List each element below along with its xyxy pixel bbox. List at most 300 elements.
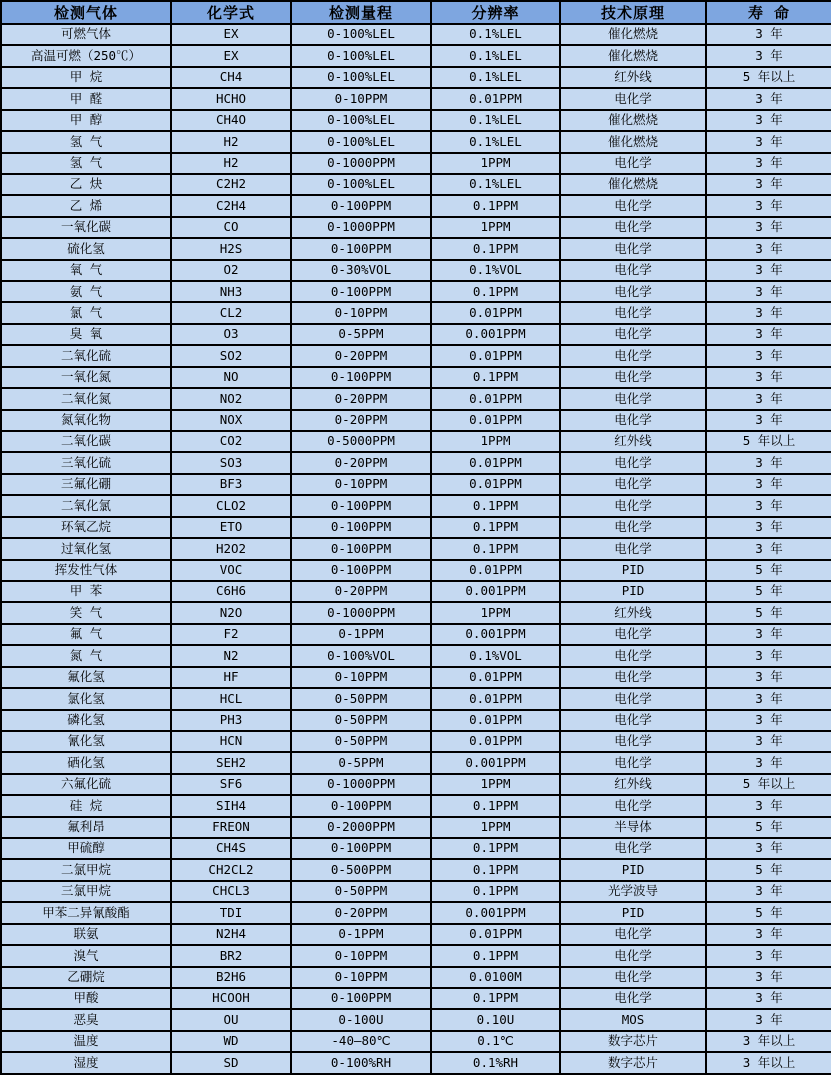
cell-lifespan: 3 年 [706,452,831,473]
cell-chemical-formula: SF6 [171,774,291,795]
cell-gas-name: 甲 醛 [1,88,171,109]
cell-detection-range: 0-100PPM [291,517,431,538]
cell-detection-range: 0-1000PPM [291,217,431,238]
cell-lifespan: 3 年 [706,731,831,752]
cell-technology: 电化学 [560,367,706,388]
cell-gas-name: 二氧化氯 [1,495,171,516]
cell-technology: 电化学 [560,302,706,323]
cell-chemical-formula: WD [171,1031,291,1052]
cell-gas-name: 三氧化硫 [1,452,171,473]
table-row [1,131,831,152]
cell-resolution: 1PPM [431,217,560,238]
cell-detection-range: 0-1000PPM [291,153,431,174]
cell-resolution: 0.1PPM [431,517,560,538]
table-row [1,517,831,538]
cell-lifespan: 3 年 [706,624,831,645]
table-row [1,924,831,945]
cell-gas-name: 甲苯二异氰酸酯 [1,902,171,923]
cell-resolution: 0.1%VOL [431,645,560,666]
column-header-5: 寿 命 [706,1,831,24]
table-row [1,602,831,623]
cell-gas-name: 氟利昂 [1,817,171,838]
cell-chemical-formula: SIH4 [171,795,291,816]
cell-lifespan: 3 年 [706,795,831,816]
cell-technology: 光学波导 [560,881,706,902]
cell-resolution: 0.1PPM [431,988,560,1009]
table-row [1,902,831,923]
cell-chemical-formula: SEH2 [171,752,291,773]
cell-resolution: 0.1PPM [431,238,560,259]
cell-lifespan: 3 年 [706,131,831,152]
cell-technology: 电化学 [560,795,706,816]
cell-technology: 红外线 [560,431,706,452]
cell-lifespan: 3 年 [706,195,831,216]
cell-detection-range: 0-100PPM [291,838,431,859]
cell-chemical-formula: NO [171,367,291,388]
table-row [1,452,831,473]
table-row [1,710,831,731]
cell-detection-range: 0-30%VOL [291,260,431,281]
cell-gas-name: 联氨 [1,924,171,945]
table-row [1,945,831,966]
cell-lifespan: 3 年 [706,538,831,559]
table-row [1,859,831,880]
cell-gas-name: 二氧化碳 [1,431,171,452]
cell-resolution: 0.01PPM [431,710,560,731]
cell-lifespan: 3 年 [706,495,831,516]
column-header-0: 检测气体 [1,1,171,24]
cell-gas-name: 甲硫醇 [1,838,171,859]
cell-detection-range: 0-100PPM [291,238,431,259]
cell-technology: 电化学 [560,388,706,409]
cell-lifespan: 3 年 [706,988,831,1009]
cell-technology: 电化学 [560,752,706,773]
cell-lifespan: 3 年 [706,945,831,966]
cell-detection-range: 0-100PPM [291,560,431,581]
cell-detection-range: 0-2000PPM [291,817,431,838]
cell-resolution: 0.1%LEL [431,45,560,66]
cell-chemical-formula: H2O2 [171,538,291,559]
cell-lifespan: 3 年以上 [706,1031,831,1052]
table-row [1,731,831,752]
table-row [1,838,831,859]
cell-resolution: 0.01PPM [431,345,560,366]
table-row [1,217,831,238]
cell-resolution: 0.01PPM [431,452,560,473]
cell-resolution: 0.1PPM [431,881,560,902]
cell-lifespan: 5 年以上 [706,67,831,88]
cell-lifespan: 5 年 [706,817,831,838]
table-row [1,302,831,323]
cell-resolution: 0.01PPM [431,560,560,581]
cell-gas-name: 氨 气 [1,281,171,302]
table-row [1,645,831,666]
table-row [1,1031,831,1052]
cell-technology: 电化学 [560,624,706,645]
cell-chemical-formula: VOC [171,560,291,581]
table-row [1,581,831,602]
cell-resolution: 0.01PPM [431,302,560,323]
cell-technology: 电化学 [560,410,706,431]
cell-gas-name: 一氧化氮 [1,367,171,388]
table-row [1,67,831,88]
cell-lifespan: 3 年 [706,217,831,238]
cell-lifespan: 3 年 [706,45,831,66]
cell-lifespan: 3 年 [706,410,831,431]
cell-resolution: 1PPM [431,774,560,795]
cell-detection-range: 0-5000PPM [291,431,431,452]
cell-chemical-formula: CLO2 [171,495,291,516]
cell-gas-name: 乙 烯 [1,195,171,216]
cell-lifespan: 3 年 [706,174,831,195]
cell-gas-name: 挥发性气体 [1,560,171,581]
cell-gas-name: 硫化氢 [1,238,171,259]
cell-chemical-formula: NO2 [171,388,291,409]
cell-detection-range: 0-50PPM [291,688,431,709]
cell-detection-range: 0-100PPM [291,495,431,516]
cell-detection-range: 0-10PPM [291,945,431,966]
cell-detection-range: 0-100%LEL [291,131,431,152]
cell-gas-name: 硒化氢 [1,752,171,773]
cell-lifespan: 3 年 [706,752,831,773]
cell-gas-name: 溴气 [1,945,171,966]
cell-detection-range: 0-100U [291,1009,431,1030]
cell-resolution: 0.01PPM [431,410,560,431]
table-row [1,410,831,431]
cell-technology: 电化学 [560,517,706,538]
cell-chemical-formula: H2 [171,153,291,174]
cell-detection-range: 0-20PPM [291,345,431,366]
table-row [1,624,831,645]
cell-chemical-formula: HCN [171,731,291,752]
cell-lifespan: 5 年以上 [706,774,831,795]
cell-chemical-formula: ETO [171,517,291,538]
cell-gas-name: 二氯甲烷 [1,859,171,880]
column-header-1: 化学式 [171,1,291,24]
cell-lifespan: 5 年 [706,602,831,623]
cell-gas-name: 三氯甲烷 [1,881,171,902]
cell-resolution: 0.01PPM [431,474,560,495]
cell-gas-name: 甲 烷 [1,67,171,88]
cell-resolution: 0.0100M [431,967,560,988]
cell-technology: 催化燃烧 [560,24,706,45]
column-header-2: 检测量程 [291,1,431,24]
cell-detection-range: 0-20PPM [291,902,431,923]
cell-chemical-formula: SO3 [171,452,291,473]
cell-chemical-formula: NOX [171,410,291,431]
cell-resolution: 0.1PPM [431,538,560,559]
table-row [1,45,831,66]
table-row [1,281,831,302]
cell-resolution: 0.1%RH [431,1052,560,1074]
cell-chemical-formula: CH4S [171,838,291,859]
table-row [1,881,831,902]
cell-resolution: 0.001PPM [431,902,560,923]
table-row [1,367,831,388]
cell-detection-range: 0-500PPM [291,859,431,880]
cell-chemical-formula: B2H6 [171,967,291,988]
cell-lifespan: 5 年 [706,581,831,602]
cell-chemical-formula: H2 [171,131,291,152]
cell-chemical-formula: CO2 [171,431,291,452]
cell-gas-name: 笑 气 [1,602,171,623]
cell-chemical-formula: OU [171,1009,291,1030]
cell-lifespan: 3 年 [706,153,831,174]
cell-gas-name: 湿度 [1,1052,171,1074]
table-row [1,1052,831,1074]
cell-gas-name: 甲 苯 [1,581,171,602]
column-header-3: 分辨率 [431,1,560,24]
cell-lifespan: 3 年 [706,710,831,731]
cell-resolution: 1PPM [431,431,560,452]
cell-resolution: 1PPM [431,153,560,174]
cell-lifespan: 3 年 [706,967,831,988]
cell-resolution: 0.1%LEL [431,110,560,131]
cell-chemical-formula: N2O [171,602,291,623]
cell-technology: 红外线 [560,774,706,795]
cell-resolution: 0.1PPM [431,838,560,859]
cell-detection-range: 0-50PPM [291,881,431,902]
cell-resolution: 0.01PPM [431,924,560,945]
cell-detection-range: 0-20PPM [291,581,431,602]
cell-technology: 电化学 [560,452,706,473]
cell-chemical-formula: EX [171,24,291,45]
table-row [1,153,831,174]
cell-technology: 电化学 [560,195,706,216]
cell-technology: 数字芯片 [560,1031,706,1052]
table-row [1,795,831,816]
table-row [1,260,831,281]
cell-detection-range: 0-100PPM [291,795,431,816]
cell-detection-range: -40—80℃ [291,1031,431,1052]
cell-lifespan: 3 年 [706,388,831,409]
table-row [1,774,831,795]
cell-resolution: 0.1PPM [431,859,560,880]
cell-technology: 电化学 [560,710,706,731]
cell-technology: 电化学 [560,153,706,174]
cell-chemical-formula: CHCL3 [171,881,291,902]
cell-lifespan: 5 年 [706,560,831,581]
cell-chemical-formula: CH4O [171,110,291,131]
cell-gas-name: 氢 气 [1,131,171,152]
cell-gas-name: 一氧化碳 [1,217,171,238]
cell-lifespan: 5 年以上 [706,431,831,452]
cell-technology: 电化学 [560,495,706,516]
cell-resolution: 0.01PPM [431,688,560,709]
cell-chemical-formula: HCL [171,688,291,709]
cell-gas-name: 六氟化硫 [1,774,171,795]
cell-technology: 催化燃烧 [560,131,706,152]
cell-gas-name: 氯 气 [1,302,171,323]
cell-lifespan: 3 年 [706,688,831,709]
header-row [1,1,831,24]
cell-resolution: 0.1%VOL [431,260,560,281]
table-row [1,752,831,773]
cell-detection-range: 0-20PPM [291,410,431,431]
cell-detection-range: 0-1000PPM [291,774,431,795]
cell-detection-range: 0-50PPM [291,731,431,752]
cell-gas-name: 臭 氧 [1,324,171,345]
cell-gas-name: 氧 气 [1,260,171,281]
cell-gas-name: 氟 气 [1,624,171,645]
cell-technology: 电化学 [560,260,706,281]
cell-lifespan: 3 年 [706,110,831,131]
cell-detection-range: 0-10PPM [291,667,431,688]
cell-detection-range: 0-5PPM [291,324,431,345]
table-row [1,967,831,988]
cell-lifespan: 3 年 [706,667,831,688]
cell-chemical-formula: TDI [171,902,291,923]
cell-lifespan: 3 年 [706,1009,831,1030]
cell-technology: PID [560,581,706,602]
cell-resolution: 0.001PPM [431,581,560,602]
cell-lifespan: 3 年 [706,924,831,945]
table-row [1,388,831,409]
cell-gas-name: 甲酸 [1,988,171,1009]
cell-gas-name: 高温可燃（250℃） [1,45,171,66]
cell-technology: 红外线 [560,602,706,623]
table-row [1,988,831,1009]
cell-detection-range: 0-20PPM [291,452,431,473]
cell-resolution: 0.1PPM [431,195,560,216]
cell-technology: PID [560,859,706,880]
table-row [1,538,831,559]
cell-lifespan: 3 年以上 [706,1052,831,1074]
cell-gas-name: 恶臭 [1,1009,171,1030]
cell-detection-range: 0-10PPM [291,967,431,988]
table-row [1,688,831,709]
table-row [1,88,831,109]
cell-detection-range: 0-100PPM [291,367,431,388]
cell-technology: 电化学 [560,967,706,988]
cell-technology: 电化学 [560,945,706,966]
cell-technology: 电化学 [560,731,706,752]
cell-gas-name: 氰化氢 [1,731,171,752]
cell-resolution: 0.1%LEL [431,131,560,152]
cell-lifespan: 3 年 [706,24,831,45]
cell-lifespan: 3 年 [706,474,831,495]
cell-technology: 电化学 [560,988,706,1009]
cell-technology: 电化学 [560,688,706,709]
cell-resolution: 0.001PPM [431,324,560,345]
cell-gas-name: 氢 气 [1,153,171,174]
cell-detection-range: 0-1000PPM [291,602,431,623]
cell-detection-range: 0-100%LEL [291,45,431,66]
cell-resolution: 0.001PPM [431,752,560,773]
cell-gas-name: 过氧化氢 [1,538,171,559]
cell-gas-name: 乙 炔 [1,174,171,195]
table-body [1,24,831,1074]
cell-detection-range: 0-100%LEL [291,67,431,88]
cell-technology: 电化学 [560,217,706,238]
cell-resolution: 0.1PPM [431,281,560,302]
cell-lifespan: 3 年 [706,324,831,345]
cell-lifespan: 3 年 [706,260,831,281]
cell-detection-range: 0-20PPM [291,388,431,409]
cell-gas-name: 磷化氢 [1,710,171,731]
cell-detection-range: 0-100%LEL [291,110,431,131]
cell-chemical-formula: C2H4 [171,195,291,216]
cell-technology: 催化燃烧 [560,174,706,195]
cell-resolution: 0.01PPM [431,388,560,409]
cell-detection-range: 0-10PPM [291,474,431,495]
table-row [1,560,831,581]
table-head [1,1,831,24]
cell-detection-range: 0-100%LEL [291,24,431,45]
cell-technology: 红外线 [560,67,706,88]
cell-chemical-formula: PH3 [171,710,291,731]
cell-gas-name: 温度 [1,1031,171,1052]
cell-chemical-formula: N2H4 [171,924,291,945]
cell-gas-name: 氟化氢 [1,667,171,688]
cell-chemical-formula: H2S [171,238,291,259]
cell-technology: 电化学 [560,838,706,859]
column-header-4: 技术原理 [560,1,706,24]
cell-lifespan: 3 年 [706,645,831,666]
table-row [1,324,831,345]
cell-detection-range: 0-1PPM [291,624,431,645]
cell-technology: 电化学 [560,645,706,666]
cell-chemical-formula: O2 [171,260,291,281]
cell-technology: PID [560,560,706,581]
table-row [1,667,831,688]
cell-gas-name: 氮氧化物 [1,410,171,431]
cell-technology: 电化学 [560,474,706,495]
cell-technology: 电化学 [560,667,706,688]
cell-detection-range: 0-10PPM [291,302,431,323]
cell-chemical-formula: C6H6 [171,581,291,602]
cell-chemical-formula: BR2 [171,945,291,966]
cell-technology: 电化学 [560,924,706,945]
cell-chemical-formula: NH3 [171,281,291,302]
cell-lifespan: 3 年 [706,88,831,109]
cell-chemical-formula: BF3 [171,474,291,495]
table-row [1,495,831,516]
cell-lifespan: 5 年 [706,859,831,880]
cell-resolution: 0.10U [431,1009,560,1030]
cell-technology: 电化学 [560,238,706,259]
cell-lifespan: 3 年 [706,238,831,259]
cell-chemical-formula: CO [171,217,291,238]
cell-resolution: 0.1PPM [431,795,560,816]
cell-chemical-formula: HCOOH [171,988,291,1009]
cell-detection-range: 0-100%LEL [291,174,431,195]
cell-resolution: 0.01PPM [431,731,560,752]
cell-resolution: 0.1%LEL [431,67,560,88]
cell-lifespan: 3 年 [706,367,831,388]
cell-technology: PID [560,902,706,923]
cell-detection-range: 0-1PPM [291,924,431,945]
cell-resolution: 0.001PPM [431,624,560,645]
table-row [1,110,831,131]
cell-lifespan: 5 年 [706,902,831,923]
cell-detection-range: 0-100PPM [291,195,431,216]
cell-technology: 催化燃烧 [560,110,706,131]
cell-lifespan: 3 年 [706,838,831,859]
cell-lifespan: 3 年 [706,881,831,902]
cell-detection-range: 0-50PPM [291,710,431,731]
cell-resolution: 0.1℃ [431,1031,560,1052]
cell-technology: 半导体 [560,817,706,838]
cell-chemical-formula: HCHO [171,88,291,109]
cell-technology: 电化学 [560,538,706,559]
cell-gas-name: 二氧化硫 [1,345,171,366]
cell-technology: 催化燃烧 [560,45,706,66]
table-row [1,345,831,366]
cell-chemical-formula: EX [171,45,291,66]
cell-resolution: 0.1%LEL [431,24,560,45]
cell-technology: MOS [560,1009,706,1030]
